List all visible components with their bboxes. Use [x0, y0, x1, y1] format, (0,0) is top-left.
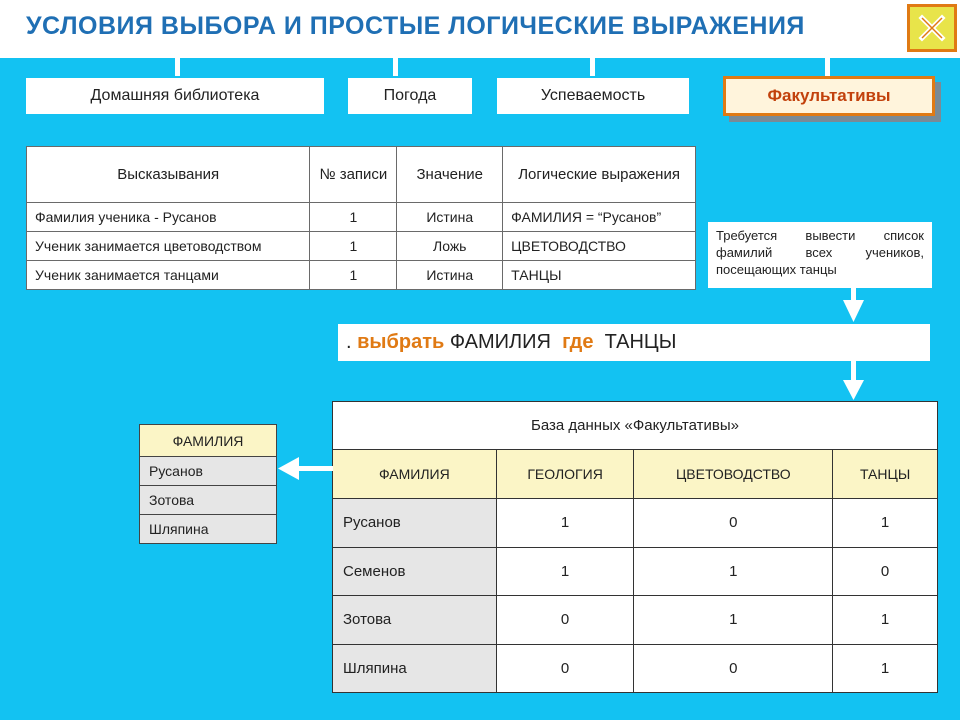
column-header: ФАМИЛИЯ: [140, 425, 277, 457]
statement-cell: Ученик занимается цветоводством: [27, 232, 310, 261]
table-row: [333, 547, 938, 596]
record-cell: 1: [310, 203, 397, 232]
query-field: ФАМИЛИЯ: [444, 331, 563, 353]
statement-cell: Ученик занимается танцами: [27, 261, 310, 290]
tab-weather[interactable]: Погода: [348, 78, 472, 114]
database-table: [332, 401, 938, 693]
table-row: [333, 644, 938, 693]
tab-connector: [393, 58, 398, 76]
table-title-row: [333, 402, 938, 450]
dance-cell: 0: [833, 547, 938, 596]
column-header: Значение: [397, 147, 503, 203]
query-condition: ТАНЦЫ: [593, 331, 677, 353]
expression-cell: ФАМИЛИЯ = “Русанов”: [503, 203, 696, 232]
table-row: [333, 499, 938, 548]
name-cell: Зотова: [333, 596, 497, 645]
task-note: Требуется вывести список фамилий всех учеников, посещающих танцы: [708, 222, 932, 288]
value-cell: Истина: [397, 203, 503, 232]
expression-cell: ЦВЕТОВОДСТВО: [503, 232, 696, 261]
result-table: [139, 424, 277, 544]
arrow-database-to-result: [278, 457, 333, 480]
statements-table: [26, 146, 696, 290]
geology-cell: 1: [496, 547, 634, 596]
floriculture-cell: 1: [634, 596, 833, 645]
value-cell: Ложь: [397, 232, 503, 261]
arrow-query-to-database: [843, 361, 864, 400]
column-header: № записи: [310, 147, 397, 203]
column-header: Логические выражения: [503, 147, 696, 203]
table-row: [27, 232, 696, 261]
close-icon: [917, 13, 947, 43]
table-row: [140, 486, 277, 515]
table-row: [140, 457, 277, 486]
column-header: ФАМИЛИЯ: [333, 450, 497, 499]
result-cell: Шляпина: [140, 515, 277, 544]
dance-cell: 1: [833, 644, 938, 693]
tab-connector: [825, 58, 830, 76]
tab-home-library[interactable]: Домашняя библиотека: [26, 78, 324, 114]
header-bar: [0, 0, 960, 58]
table-row: [140, 515, 277, 544]
tab-performance[interactable]: Успеваемость: [497, 78, 689, 114]
page-title: УСЛОВИЯ ВЫБОРА И ПРОСТЫЕ ЛОГИЧЕСКИЕ ВЫРАЖЕНИЯ: [26, 12, 805, 40]
result-cell: Русанов: [140, 457, 277, 486]
where-keyword: где: [562, 331, 594, 353]
table-row: [27, 203, 696, 232]
table-header-row: [333, 450, 938, 499]
table-row: [333, 596, 938, 645]
tab-connector: [590, 58, 595, 76]
expression-cell: ТАНЦЫ: [503, 261, 696, 290]
column-header: ГЕОЛОГИЯ: [496, 450, 634, 499]
query-prefix: .: [346, 331, 358, 353]
query-box: [338, 324, 930, 361]
column-header: ТАНЦЫ: [833, 450, 938, 499]
geology-cell: 0: [496, 596, 634, 645]
close-button[interactable]: [907, 4, 957, 52]
geology-cell: 1: [496, 499, 634, 548]
table-header-row: [27, 147, 696, 203]
tab-electives[interactable]: Факультативы: [723, 76, 935, 116]
floriculture-cell: 0: [634, 644, 833, 693]
floriculture-cell: 0: [634, 499, 833, 548]
record-cell: 1: [310, 261, 397, 290]
table-header-row: [140, 425, 277, 457]
value-cell: Истина: [397, 261, 503, 290]
table-row: [27, 261, 696, 290]
statement-cell: Фамилия ученика - Русанов: [27, 203, 310, 232]
dance-cell: 1: [833, 596, 938, 645]
name-cell: Семенов: [333, 547, 497, 596]
geology-cell: 0: [496, 644, 634, 693]
record-cell: 1: [310, 232, 397, 261]
arrow-note-to-query: [843, 288, 864, 322]
database-title: База данных «Факультативы»: [333, 402, 938, 450]
floriculture-cell: 1: [634, 547, 833, 596]
select-keyword: выбрать: [357, 331, 445, 353]
name-cell: Шляпина: [333, 644, 497, 693]
column-header: ЦВЕТОВОДСТВО: [634, 450, 833, 499]
result-cell: Зотова: [140, 486, 277, 515]
name-cell: Русанов: [333, 499, 497, 548]
tab-connector: [175, 58, 180, 76]
column-header: Высказывания: [27, 147, 310, 203]
dance-cell: 1: [833, 499, 938, 548]
